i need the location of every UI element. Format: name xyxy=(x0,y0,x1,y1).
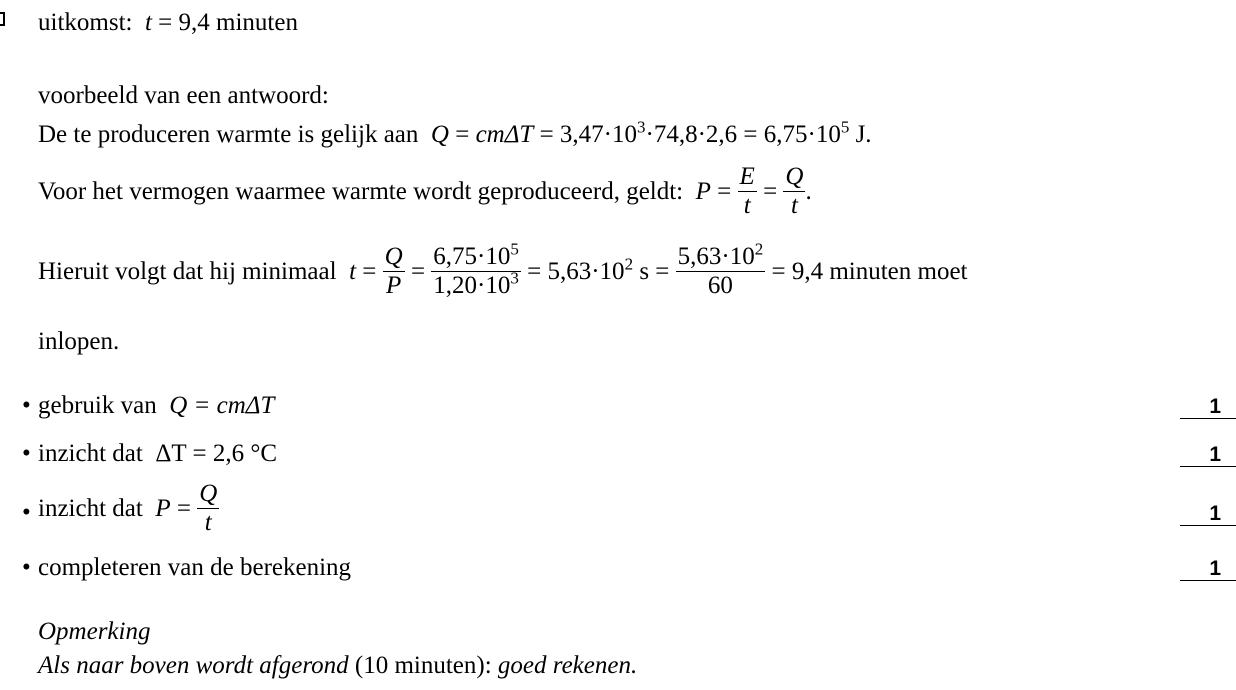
bullet: • xyxy=(22,440,31,467)
criterion-text xyxy=(38,480,219,537)
result-unit: minuten xyxy=(216,9,298,36)
score-point: 1 xyxy=(1180,443,1236,467)
intermediate-result xyxy=(527,254,634,286)
bullet: • xyxy=(22,392,31,419)
conclusion-text: inlopen. xyxy=(38,328,120,355)
result-label: uitkomst: xyxy=(38,9,133,36)
heat-line xyxy=(38,117,872,148)
criterion-formula: ΔT = 2,6 °C xyxy=(155,440,277,467)
criterion-label: completeren van de berekening xyxy=(38,554,352,581)
eq-sign: = xyxy=(176,495,191,523)
denominator: t xyxy=(197,508,219,538)
time-result: = 9,4 minuten moet xyxy=(771,258,968,286)
result-line xyxy=(38,10,298,35)
heat-text: De te produceren warmte is gelijk aan xyxy=(38,121,419,148)
score-point: 1 xyxy=(1180,395,1236,419)
fraction-values xyxy=(431,239,521,300)
exponent: 3 xyxy=(637,117,646,137)
fraction-q-t xyxy=(783,163,805,220)
var-p: P xyxy=(155,495,171,523)
criterion-text xyxy=(38,441,277,466)
criterion-formula: Q = cmΔT xyxy=(169,392,275,419)
unit-joule: J. xyxy=(855,121,872,148)
exponent: 2 xyxy=(624,254,634,274)
numerator: Q xyxy=(785,163,804,190)
score-point: 1 xyxy=(1180,557,1236,581)
numerator-value: 5,63·10 xyxy=(677,243,755,270)
numerator xyxy=(431,239,521,271)
fraction-q-p xyxy=(383,243,405,300)
numerator: Q xyxy=(384,243,403,270)
var-p: P xyxy=(695,178,711,206)
bullet: • xyxy=(22,554,31,581)
numerator: Q xyxy=(199,480,218,507)
checkbox-marker xyxy=(0,12,5,26)
fraction-e-t xyxy=(738,163,757,220)
note-part: Als naar boven wordt afgerond xyxy=(38,652,349,679)
numerator xyxy=(676,239,766,271)
formula-cmdt: cmΔT xyxy=(475,121,534,148)
denominator xyxy=(431,268,521,301)
eq-sign: = xyxy=(410,258,426,286)
time-line xyxy=(38,239,968,300)
value-product: ·74,8·2,6 = 6,75·10 xyxy=(645,121,841,148)
denominator-value: 1,20·10 xyxy=(433,271,511,299)
numerator: E xyxy=(739,163,755,190)
power-line xyxy=(38,163,812,220)
time-text: Hieruit volgt dat hij minimaal xyxy=(38,258,337,286)
example-heading: voorbeeld van een antwoord: xyxy=(38,82,329,109)
eq-sign: = xyxy=(158,9,173,36)
criterion-label: gebruik van xyxy=(38,392,157,419)
exponent: 2 xyxy=(754,239,764,259)
eq-sign: = xyxy=(455,121,470,148)
denominator: t xyxy=(783,191,805,221)
score-point: 1 xyxy=(1180,502,1236,526)
exponent: 3 xyxy=(510,268,519,288)
denominator: t xyxy=(738,191,757,221)
var-q: Q xyxy=(430,121,449,148)
result-value: 9,4 xyxy=(178,9,210,36)
criterion-label: inzicht dat xyxy=(38,495,143,523)
bullet: • xyxy=(22,499,31,526)
denominator: P xyxy=(383,271,405,301)
criterion-row xyxy=(0,480,1236,544)
fraction-seconds-minutes xyxy=(676,239,766,300)
fraction-q-t xyxy=(197,480,219,537)
var-t: t xyxy=(349,258,357,286)
note-text xyxy=(38,653,637,678)
unit-seconds: s = xyxy=(639,258,670,286)
period: . xyxy=(805,178,812,206)
result-var: t xyxy=(144,9,152,36)
exponent: 5 xyxy=(840,117,850,137)
value-c: = 3,47·10 xyxy=(539,121,637,148)
denominator: 60 xyxy=(676,271,766,301)
eq-sign: = xyxy=(362,258,377,286)
power-text: Voor het vermogen waarmee warmte wordt geproduceerd, geldt: xyxy=(38,178,684,206)
note-heading: Opmerking xyxy=(38,618,151,645)
criterion-label: inzicht dat xyxy=(38,440,143,467)
note-part: (10 minuten): xyxy=(354,652,492,679)
exponent: 5 xyxy=(510,239,519,259)
intermediate-value: = 5,63·10 xyxy=(527,258,625,286)
eq-sign: = xyxy=(763,178,778,206)
note-part: goed rekenen. xyxy=(497,652,638,679)
criterion-text xyxy=(38,393,274,418)
numerator-value: 6,75·10 xyxy=(433,243,511,270)
eq-sign: = xyxy=(717,178,732,206)
